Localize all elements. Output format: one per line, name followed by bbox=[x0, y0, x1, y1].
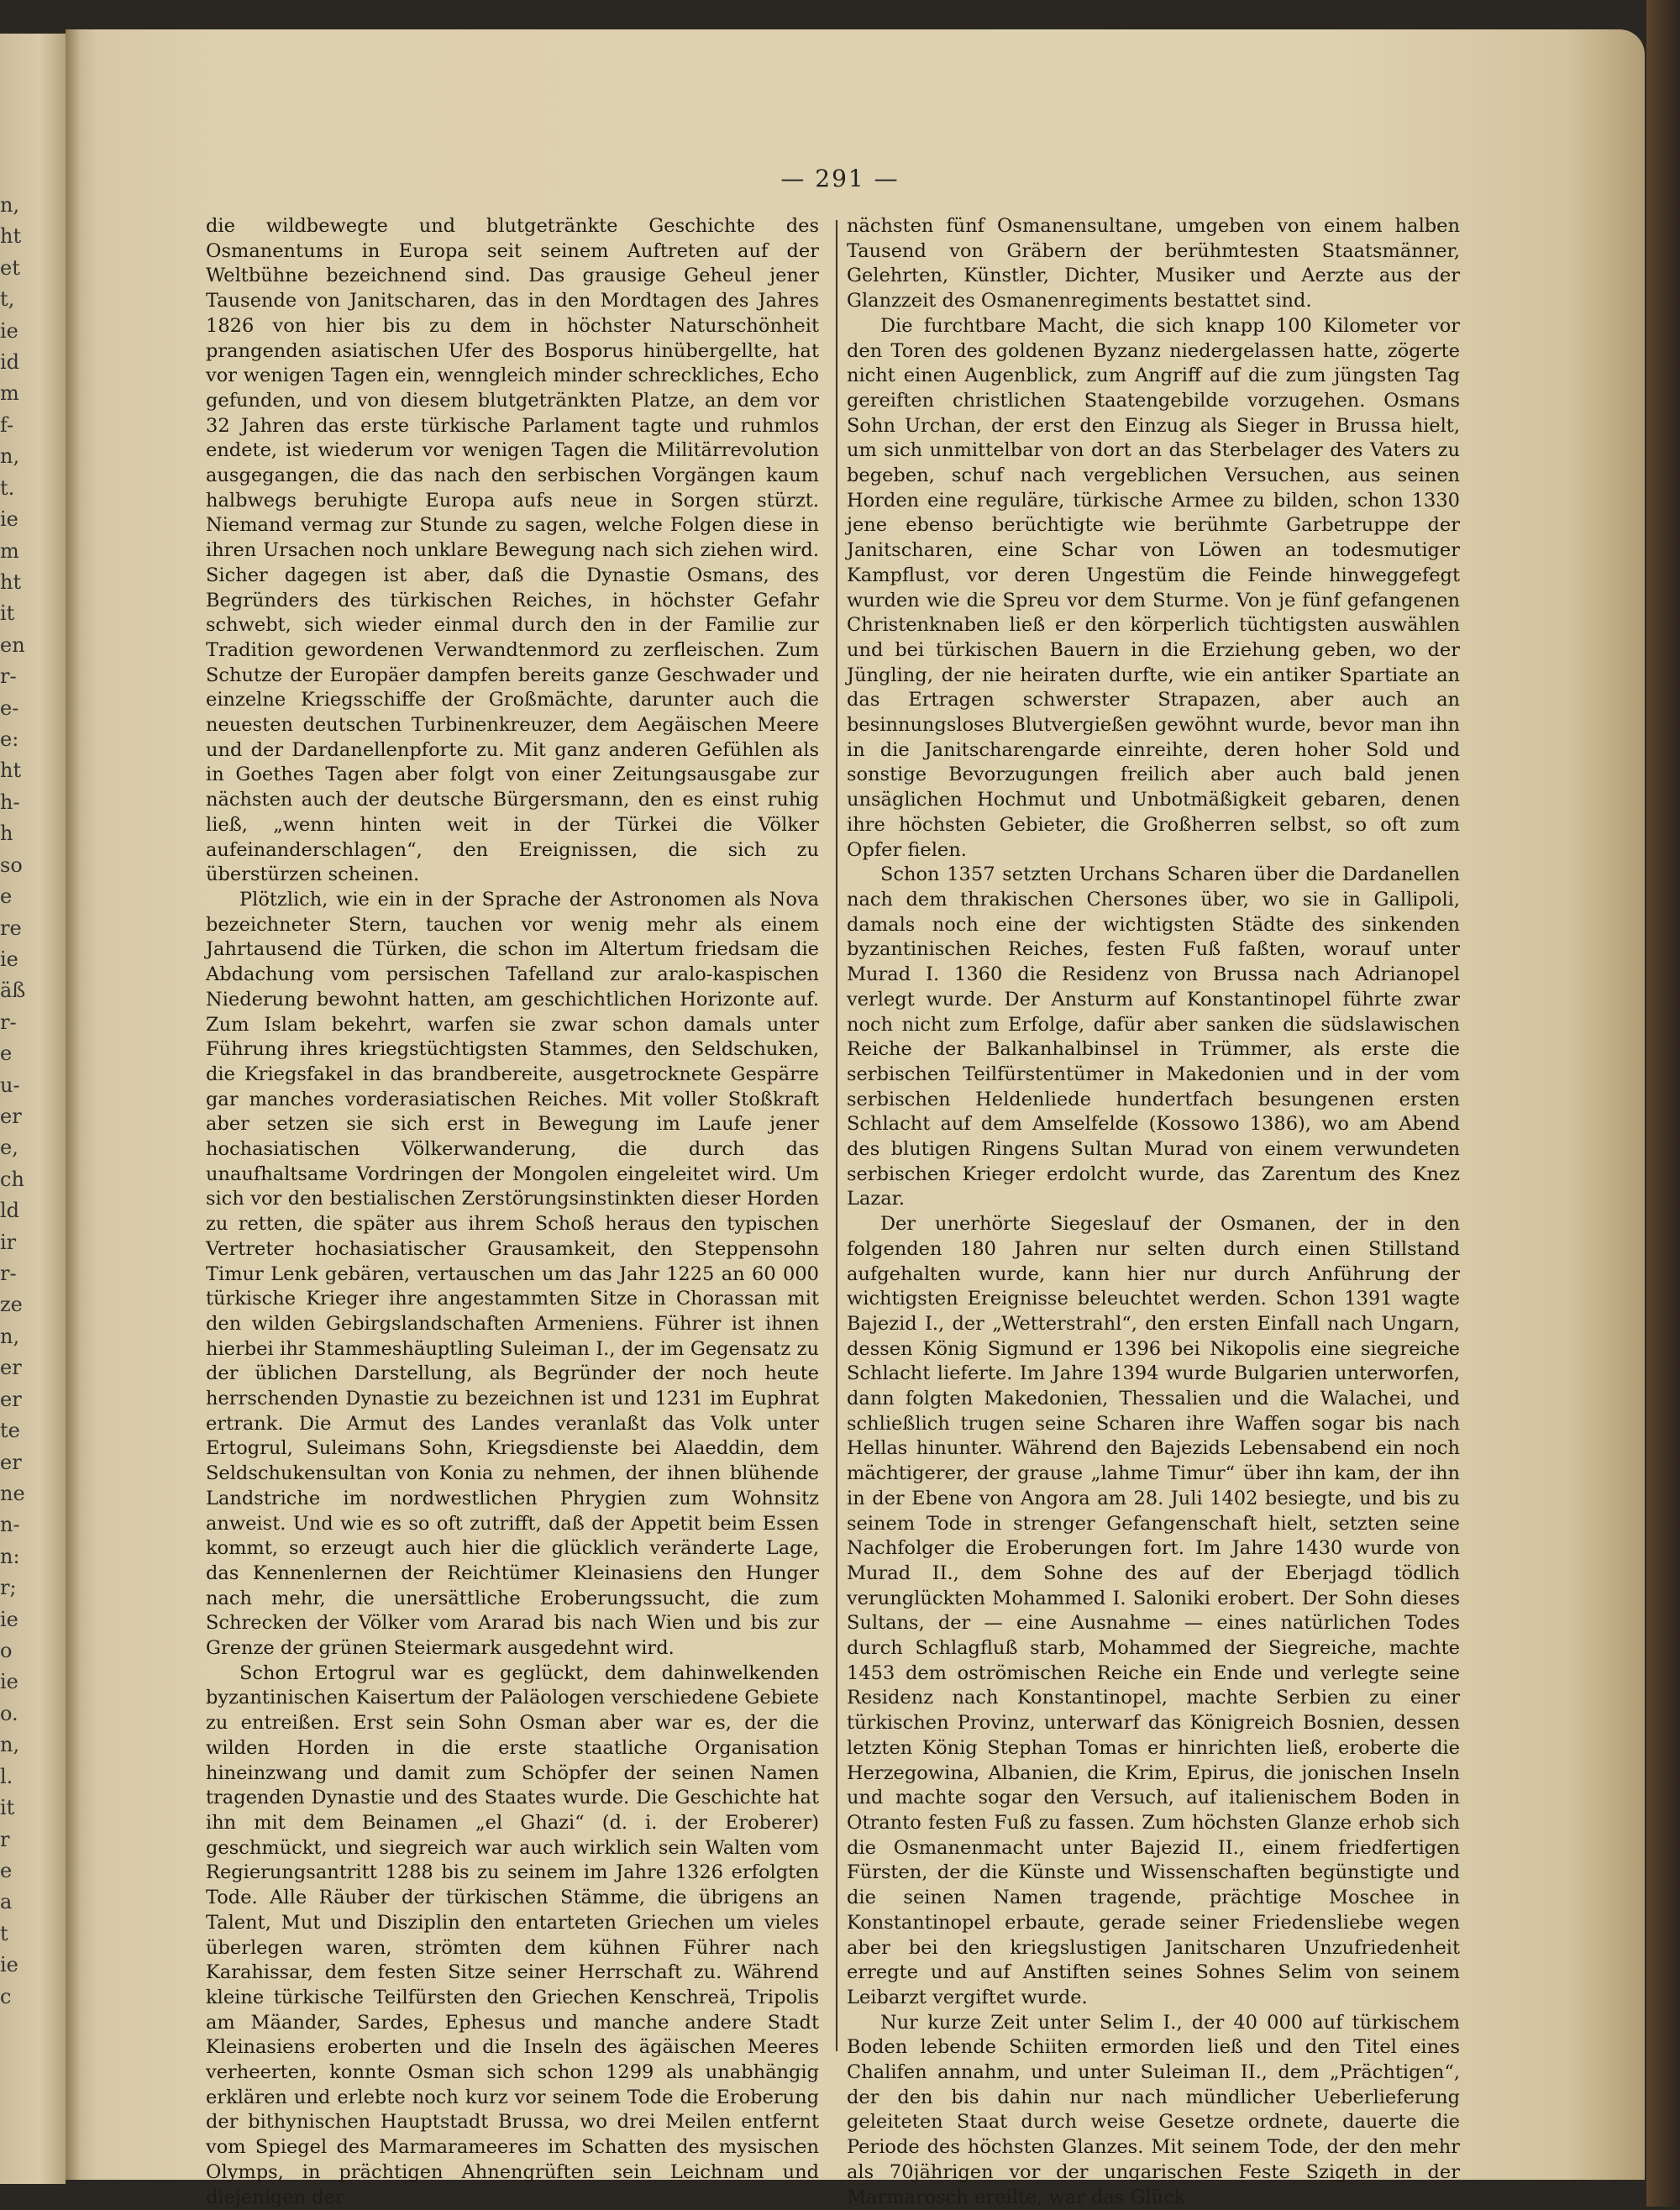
margin-fragment: h bbox=[0, 822, 13, 846]
margin-fragment: a bbox=[0, 1890, 13, 1914]
margin-fragment: e- bbox=[0, 696, 19, 720]
paragraph: Nur kurze Zeit unter Selim I., der 40 000 auf türkischem Boden lebende Schiiten ermorden ließ und den Titel eines Chalifen annahm, und unter Suleiman II., dem „Prächtigen“, der den bis dahin nur nach mündlicher Ueberlieferung geleiteten Staat durch weise Gesetze ordnete, dauerte die Periode des höchsten Glanzes. Mit seinem Tode, der den mehr als 70jährigen vor der ungarischen Feste Szigeth in der Marmarosch ereilte, war das Glück bbox=[847, 2011, 1460, 2208]
margin-fragment: t. bbox=[0, 475, 15, 500]
margin-fragment: h- bbox=[0, 790, 20, 814]
margin-fragment: r- bbox=[0, 1010, 17, 1034]
margin-fragment: r bbox=[0, 1827, 10, 1851]
paragraph: Schon Ertogrul war es geglückt, dem dahinwelkenden byzantinischen Kaisertum der Paläologen verschiedene Gebiete zu entreißen. Erst sein Sohn Osman aber war es, der die wilden Horden in die erste staatliche Organisation hineinzwang und damit zum Schöpfer der seinen Namen tragenden Dynastie und des Staates wurde. Die Geschichte hat ihn mit dem Beinamen „el Ghazi“ (d. i. der Eroberer) geschmückt, und siegreich war auch wirklich sein Walten vom Regierungsantritt 1288 bis zu seinem im Jahre 1326 erfolgten Tode. Alle Räuber der türkischen Stämme, die übrigens an Talent, Mut und Disziplin den entarteten Griechen um vieles überlegen waren, strömten dem kühnen Führer nach Karahissar, dem festen Sitze seiner Herrschaft zu. Während kleine türkische Teilfürsten den Griechen Kenschreä, Tripolis am Mäander, Sardes, Ephesus und manche andere Stadt Kleinasiens eroberten und die Inseln des ägäischen Meeres verheerten, konnte Osman sich schon 1299 als unabhängig erklären und erlebte noch kurz vor seinem Tode die Eroberung der bithynischen Hauptstadt Brussa, wo drei Meilen entfernt vom Spiegel des Marmarameeres im Schatten des mysischen Olymps, in prächtigen Ahnengrüften sein Leichnam und diejenigen der bbox=[206, 1661, 819, 2208]
margin-fragment: ie bbox=[0, 1670, 18, 1694]
margin-fragment: ne bbox=[0, 1481, 25, 1505]
margin-fragment: t bbox=[0, 1921, 8, 1945]
margin-fragment: ht bbox=[0, 224, 22, 249]
margin-fragment: t, bbox=[0, 287, 15, 312]
paragraph: Plötzlich, wie ein in der Sprache der Astronomen als Nova bezeichneter Stern, tauchen vor wenig mehr als einem Jahrtausend die Türken, die schon im Altertum friedsam die Abdachung vom persischen Tafelland zur aralo-kaspischen Niederung bewohnt hatten, am geschichtlichen Horizonte auf. Zum Islam bekehrt, warfen sie zwar schon damals unter Führung ihres kriegstüchtigsten Stammes, den Seldschuken, die Kriegsfakel in das brandbereite, ausgetrocknete Gespärre gar manches vorderasiatischen Reiches. Mit voller Stoßkraft aber setzen sie sich erst in Bewegung im Laufe jener hochasiatischen Völkerwanderung, die durch das unaufhaltsame Vordringen der Mongolen eingeleitet wird. Um sich vor den bestialischen Zerstörungsinstinkten dieser Horden zu retten, die später aus ihrem Schoß heraus den typischen Vertreter hochasiatischer Grausamkeit, den Steppensohn Timur Lenk gebären, vertauschen um das Jahr 1225 an 60 000 türkische Krieger ihre angestammten Sitze in Chorassan mit den wilden Gebirgslandschaften Armeniens. Führer ist ihnen hierbei ihr Stammeshäuptling Suleiman I., der im Gegensatz zu der üblichen Darstellung, als Begründer der noch heute herrschenden Dynastie zu bezeichnen ist und 1231 im Euphrat ertrank. Die Armut des Landes veranlaßt das Volk unter Ertogrul, Suleimans Sohn, Kriegsdienste bei Alaeddin, dem Seldschukensultan von Konia zu nehmen, der ihnen blühende Landstriche im nordwestlichen Phrygien zum Wohnsitz anweist. Und wie es so oft zutrifft, daß der Appetit beim Essen kommt, so erzeugt auch hier die glücklich veränderte Lage, das Kennenlernen der Reichtümer Kleinasiens den Hunger nach mehr, die unersättliche Eroberungssucht, die zum Schrecken der Völker vom Ararad bis nach Wien und bis zur Grenze der grünen Steiermark ausgedehnt wird. bbox=[206, 888, 819, 1660]
paragraph: Der unerhörte Siegeslauf der Osmanen, der in den folgenden 180 Jahren nur selten durch einen Stillstand aufgehalten wurde, kann hier nur durch Anführung der wichtigsten Ereignisse beleuchtet werden. Schon 1391 wagte Bajezid I., der „Wetterstrahl“, den ersten Einfall nach Ungarn, dessen König Sigmund er 1396 bei Nikopolis eine siegreiche Schlacht lieferte. Im Jahre 1394 wurde Bulgarien unterworfen, dann folgten Makedonien, Thessalien und die Walachei, und schließlich trugen seine Scharen ihre Waffen sogar bis nach Hellas hinunter. Während den Bajezids Lebensabend ein noch mächtigerer, der grause „lahme Timur“ über ihn kam, der ihn in der Ebene von Angora am 28. Juli 1402 besiegte, und bis zu seinem Tode in strenger Gefangenschaft hielt, setzten seine Nachfolger die Eroberungen fort. Im Jahre 1430 wurde von Murad II., dem Sohne des auf der Eberjagd tödlich verunglückten Mohammed I. Saloniki erobert. Der Sohn dieses Sultans, der — eine Ausnahme — eines natürlichen Todes durch Schlagfluß starb, Mohammed der Siegreiche, machte 1453 dem oströmischen Reiche ein Ende und verlegte seine Residenz nach Konstantinopel, machte Serbien zu einer türkischen Provinz, unterwarf das Königreich Bosnien, dessen letzten König Stephan Tomas er hinrichten ließ, eroberte die Herzegowina, Albanien, die Krim, Epirus, die jonischen Inseln und machte sogar den Versuch, auf italienischem Boden in Otranto festen Fuß zu fassen. Zum höchsten Glanze erhob sich die Osmanenmacht unter Bajezid II., einem friedfertigen Fürsten, der die Künste und Wissenschaften begünstigte und die seinen Namen tragende, prächtige Moschee in Konstantinopel erbaute, gerade seiner Friedensliebe wegen aber bei den kriegslustigen Janitscharen Unzufriedenheit erregte und auf Anstiften seines Sohnes Selim von seinem Leibarzt vergiftet wurde. bbox=[847, 1213, 1460, 2008]
paragraph: die wildbewegte und blutgetränkte Geschichte des Osmanentums in Europa seit seinem Auftreten auf der Weltbühne bezeichnend sind. Das grausige Geheul jener Tausende von Janitscharen, das in den Mordtagen des Jahres 1826 von hier bis zu dem in höchster Naturschönheit prangenden asiatischen Ufer des Bosporus hinübergellte, hat vor wenigen Tagen ein, wenngleich minder schreckliches, Echo gefunden, und von diesem blutgetränkten Platze, an dem vor 32 Jahren das erste türkische Parlament tagte und ruhmlos endete, ist wiederum vor wenigen Tagen die Militärrevolution ausgegangen, die das nach den serbischen Vorgängen kaum halbwegs beruhigte Europa aufs neue in Sorgen stürzt. Niemand vermag zur Stunde zu sagen, welche Folgen diese in ihren Ursachen noch unklare Bewegung nach sich ziehen wird. Sicher dagegen ist aber, daß die Dynastie Osmans, des Begründers des türkischen Reiches, in höchster Gefahr schwebt, sich wieder einmal durch den in der Familie zur Tradition gewordenen Verwandtenmord zu zerfleischen. Zum Schutze der Europäer dampfen bereits ganze Geschwader und einzelne Kriegsschiffe der Großmächte, darunter auch die neuesten deutschen Turbinenkreuzer, dem Aegäischen Meere und der Dardanellenpforte zu. Mit ganz anderen Gefühlen als in Goethes Tagen aber folgt von einer Zeitungsausgabe zur nächsten auch der deutsche Bürgersmann, den es einst ruhig ließ, „wenn hinten weit in der Türkei die Völker aufeinanderschlagen“, den Ereignissen, die sich zu überstürzen scheinen. bbox=[206, 215, 819, 886]
left-column bbox=[206, 214, 819, 2210]
previous-page-edge bbox=[0, 34, 66, 2184]
margin-fragment: it bbox=[0, 601, 15, 626]
margin-fragment: e bbox=[0, 885, 13, 909]
page-number: — 291 — bbox=[780, 165, 900, 192]
margin-fragment: it bbox=[0, 1796, 15, 1820]
margin-fragment: o bbox=[0, 1639, 13, 1663]
margin-fragment: er bbox=[0, 1387, 22, 1411]
margin-fragment: er bbox=[0, 1356, 22, 1380]
margin-fragment: ir bbox=[0, 1230, 17, 1254]
margin-fragment: ld bbox=[0, 1199, 20, 1223]
margin-fragment: n- bbox=[0, 1513, 20, 1537]
margin-fragment: n, bbox=[0, 193, 20, 217]
book-edge bbox=[1646, 0, 1680, 2207]
margin-fragment: er bbox=[0, 1105, 22, 1128]
margin-fragment: e, bbox=[0, 1136, 18, 1160]
paragraph: nächsten fünf Osmanensultane, umgeben von einem halben Tausend von Gräbern der berühmtesten Staatsmänner, Gelehrten, Künstler, Dichter, Musiker und Aerzte aus der Glanzzeit des Osmanenregiments bestattet sind. bbox=[847, 215, 1460, 312]
margin-fragment: so bbox=[0, 853, 23, 877]
margin-fragment: id bbox=[0, 350, 20, 375]
margin-fragment: o. bbox=[0, 1701, 18, 1725]
margin-fragment: r- bbox=[0, 1262, 17, 1286]
margin-fragment: ie bbox=[0, 507, 18, 532]
margin-fragment: er bbox=[0, 1450, 22, 1474]
margin-fragment: te bbox=[0, 1419, 20, 1443]
margin-fragment: et bbox=[0, 255, 20, 280]
margin-fragment: m bbox=[0, 538, 19, 563]
margin-fragment: n, bbox=[0, 444, 20, 469]
margin-fragment: n, bbox=[0, 1324, 20, 1348]
margin-fragment: ie bbox=[0, 947, 18, 971]
column-divider bbox=[836, 220, 837, 2051]
margin-fragment: r- bbox=[0, 664, 17, 689]
right-column bbox=[847, 214, 1460, 2210]
margin-fragment: ch bbox=[0, 1167, 24, 1191]
margin-fragment: l. bbox=[0, 1764, 13, 1788]
margin-fragment: f- bbox=[0, 412, 14, 437]
margin-fragment: e bbox=[0, 1858, 13, 1882]
margin-fragment: ze bbox=[0, 1293, 23, 1317]
paragraph: Schon 1357 setzten Urchans Scharen über die Dardanellen nach dem thrakischen Chersones über, wo sie in Gallipoli, damals noch eine der wichtigsten Städte des sinkenden byzantinischen Reiches, festen Fuß faßten, worauf unter Murad I. 1360 die Residenz von Brussa nach Adrianopel verlegt wurde. Der Ansturm auf Konstantinopel führte zwar noch nicht zum Erfolge, dafür aber sanken die südslawischen Reiche der Balkanhalbinsel in Trümmer, als erste die serbischen Teilfürstentümer in Makedonien und in der vom serbischen Heldenliede hundertfach besungenen ersten Schlacht auf dem Amselfelde (Kossowo 1386), wo am Abend des blutigen Ringens Sultan Murad von einem verwundeten serbischen Krieger erdolcht wurde, das Zarentum des Knez Lazar. bbox=[847, 864, 1460, 1210]
margin-fragment: n: bbox=[0, 1544, 20, 1568]
paragraph: Die furchtbare Macht, die sich knapp 100 Kilometer vor den Toren des goldenen Byzanz niedergelassen hatte, zögerte nicht einen Augenblick, zum Angriff auf die zum jüngsten Tag gereiften christlichen Staatengebilde vorzugehen. Osmans Sohn Urchan, der erst den Einzug als Sieger in Brussa hielt, um sich unmittelbar von dort an das Sterbelager des Vaters zu begeben, schuf nach vergeblichen Versuchen, aus seinen Horden eine reguläre, türkische Armee zu bilden, schon 1330 jene ebenso berüchtigte wie berühmte Garbetruppe der Janitscharen, eine Schar von Löwen an todesmutiger Kampflust, vor deren Ungestüm die Feinde hinweggefegt wurden wie die Spreu vor dem Sturme. Von je fünf gefangenen Christenknaben ließ er den körperlich tüchtigsten auswählen und bei türkischen Bauern in die Erziehung geben, wo der Jüngling, der nie heiraten durfte, wie ein antiker Spartiate an das Ertragen schwerster Strapazen, aber auch an besinnungsloses Blutvergießen gewöhnt wurde, bevor man ihn in die Janitscharengarde einreihte, deren hoher Sold und sonstige Bevorzugungen freilich aber auch bald jenen unsäglichen Hochmut und Unbotmäßigkeit gebaren, denen ihre höchsten Gebieter, die Großherren selbst, so oft zum Opfer fielen. bbox=[847, 314, 1460, 861]
margin-fragment: e bbox=[0, 1042, 13, 1066]
margin-fragment: u- bbox=[0, 1073, 20, 1097]
margin-fragment: m bbox=[0, 381, 19, 406]
margin-fragment: ie bbox=[0, 318, 18, 343]
margin-fragment: ie bbox=[0, 1607, 18, 1631]
margin-fragment: n, bbox=[0, 1733, 20, 1757]
margin-fragment: r; bbox=[0, 1576, 17, 1600]
margin-fragment: ht bbox=[0, 759, 22, 783]
margin-fragment: ht bbox=[0, 570, 22, 594]
margin-fragment: äß bbox=[0, 979, 26, 1003]
page-gutter bbox=[66, 29, 81, 2180]
margin-fragment: re bbox=[0, 916, 22, 940]
margin-fragment: c bbox=[0, 1984, 12, 2008]
margin-fragment: en bbox=[0, 633, 25, 657]
margin-fragment: ie bbox=[0, 1953, 18, 1977]
margin-fragment: e: bbox=[0, 727, 19, 752]
